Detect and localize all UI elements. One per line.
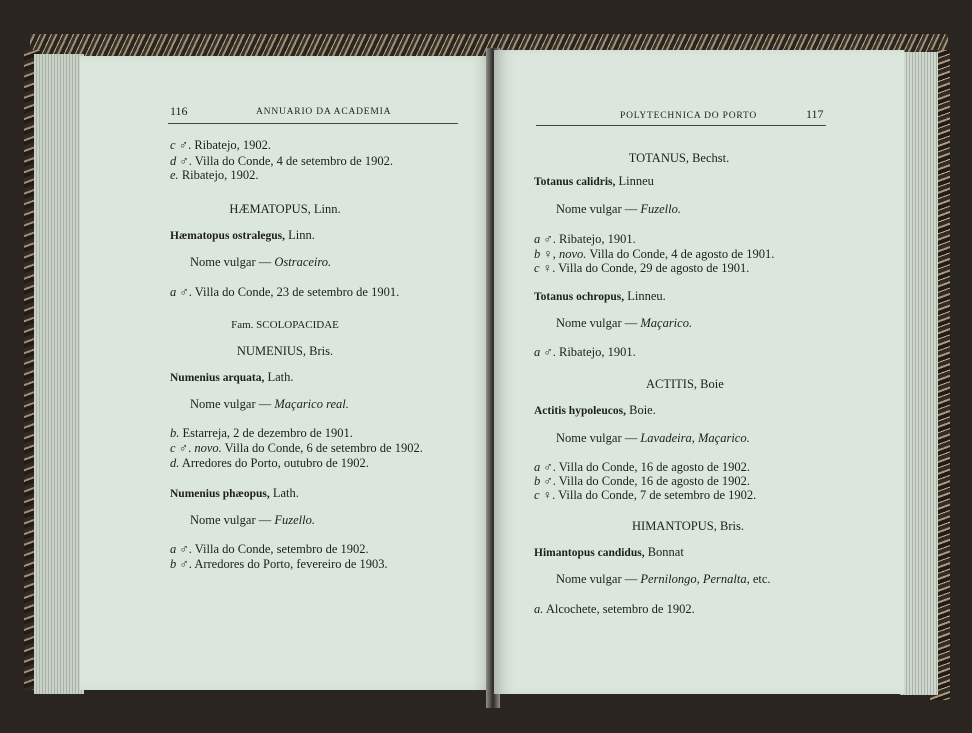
specimen-line: d. Arredores do Porto, outubro de 1902. (170, 456, 369, 470)
vulgar-name: Nome vulgar — Fuzello. (556, 202, 681, 216)
species-heading: Himantopus candidus, Bonnat (534, 545, 684, 559)
specimen-line: a ♂. Ribatejo, 1901. (534, 232, 636, 246)
vulgar-name: Nome vulgar — Lavadeira, Maçarico. (556, 431, 750, 445)
specimen-line: b ♂. Arredores do Porto, fevereiro de 1903. (170, 557, 388, 571)
right-page (494, 50, 904, 694)
specimen-line: e. Ribatejo, 1902. (170, 168, 259, 182)
specimen-line: a. Alcochete, setembro de 1902. (534, 602, 695, 616)
specimen-line: c ♀. Villa do Conde, 29 de agosto de 1901. (534, 261, 750, 275)
species-heading: Actitis hypoleucos, Boie. (534, 403, 656, 417)
genus-heading: TOTANUS, Bechst. (628, 151, 730, 165)
specimen-line: b. Estarreja, 2 de dezembro de 1901. (170, 426, 353, 440)
page-stack-right (900, 52, 938, 695)
header-rule (536, 125, 826, 126)
running-head: ANNUARIO DA ACADEMIA (256, 107, 392, 117)
vulgar-name: Nome vulgar — Fuzello. (190, 513, 315, 527)
genus-heading: NUMENIUS, Bris. (236, 344, 334, 358)
vulgar-name: Nome vulgar — Ostraceiro. (190, 255, 332, 269)
specimen-line: a ♂. Villa do Conde, 16 de agosto de 1902. (534, 460, 751, 474)
vulgar-name: Nome vulgar — Maçarico real. (190, 397, 349, 411)
vulgar-name: Nome vulgar — Pernilongo, Pernalta, etc. (556, 572, 771, 586)
genus-heading: HIMANTOPUS, Bris. (632, 519, 744, 533)
specimen-line: b ♂. Villa do Conde, 16 de agosto de 1902. (534, 474, 751, 488)
vulgar-name: Nome vulgar — Maçarico. (556, 316, 693, 330)
species-heading: Hæmatopus ostralegus, Linn. (170, 228, 315, 242)
specimen-line: b ♀, novo. Villa do Conde, 4 de agosto de 1901. (534, 247, 775, 261)
specimen-line: c ♂. novo. Villa do Conde, 6 de setembro de 1902. (170, 441, 423, 455)
specimen-line: d ♂. Villa do Conde, 4 de setembro de 1902. (170, 154, 393, 168)
header-rule (168, 123, 458, 124)
running-head: POLYTECHNICA DO PORTO (620, 111, 758, 121)
left-page (80, 56, 492, 690)
page-number: 117 (806, 107, 824, 121)
specimen-line: a ♂. Villa do Conde, 23 de setembro de 1901. (170, 285, 400, 299)
genus-heading: HÆMATOPUS, Linn. (229, 202, 341, 216)
specimen-line: c ♂. Ribatejo, 1902. (170, 138, 272, 152)
species-heading: Totanus ochropus, Linneu. (534, 289, 666, 303)
specimen-line: a ♂. Ribatejo, 1901. (534, 345, 636, 359)
page-number: 116 (170, 104, 188, 118)
family-heading: Fam. SCOLOPACIDAE (231, 319, 339, 331)
species-heading: Totanus calidris, Linneu (534, 174, 654, 188)
page-stack-left (34, 54, 84, 694)
specimen-line: c ♀. Villa do Conde, 7 de setembro de 1902. (534, 488, 757, 502)
species-heading: Numenius phæopus, Lath. (170, 486, 299, 500)
species-heading: Numenius arquata, Lath. (170, 370, 294, 384)
genus-heading: ACTITIS, Boie (646, 377, 724, 391)
specimen-line: a ♂. Villa do Conde, setembro de 1902. (170, 542, 369, 556)
